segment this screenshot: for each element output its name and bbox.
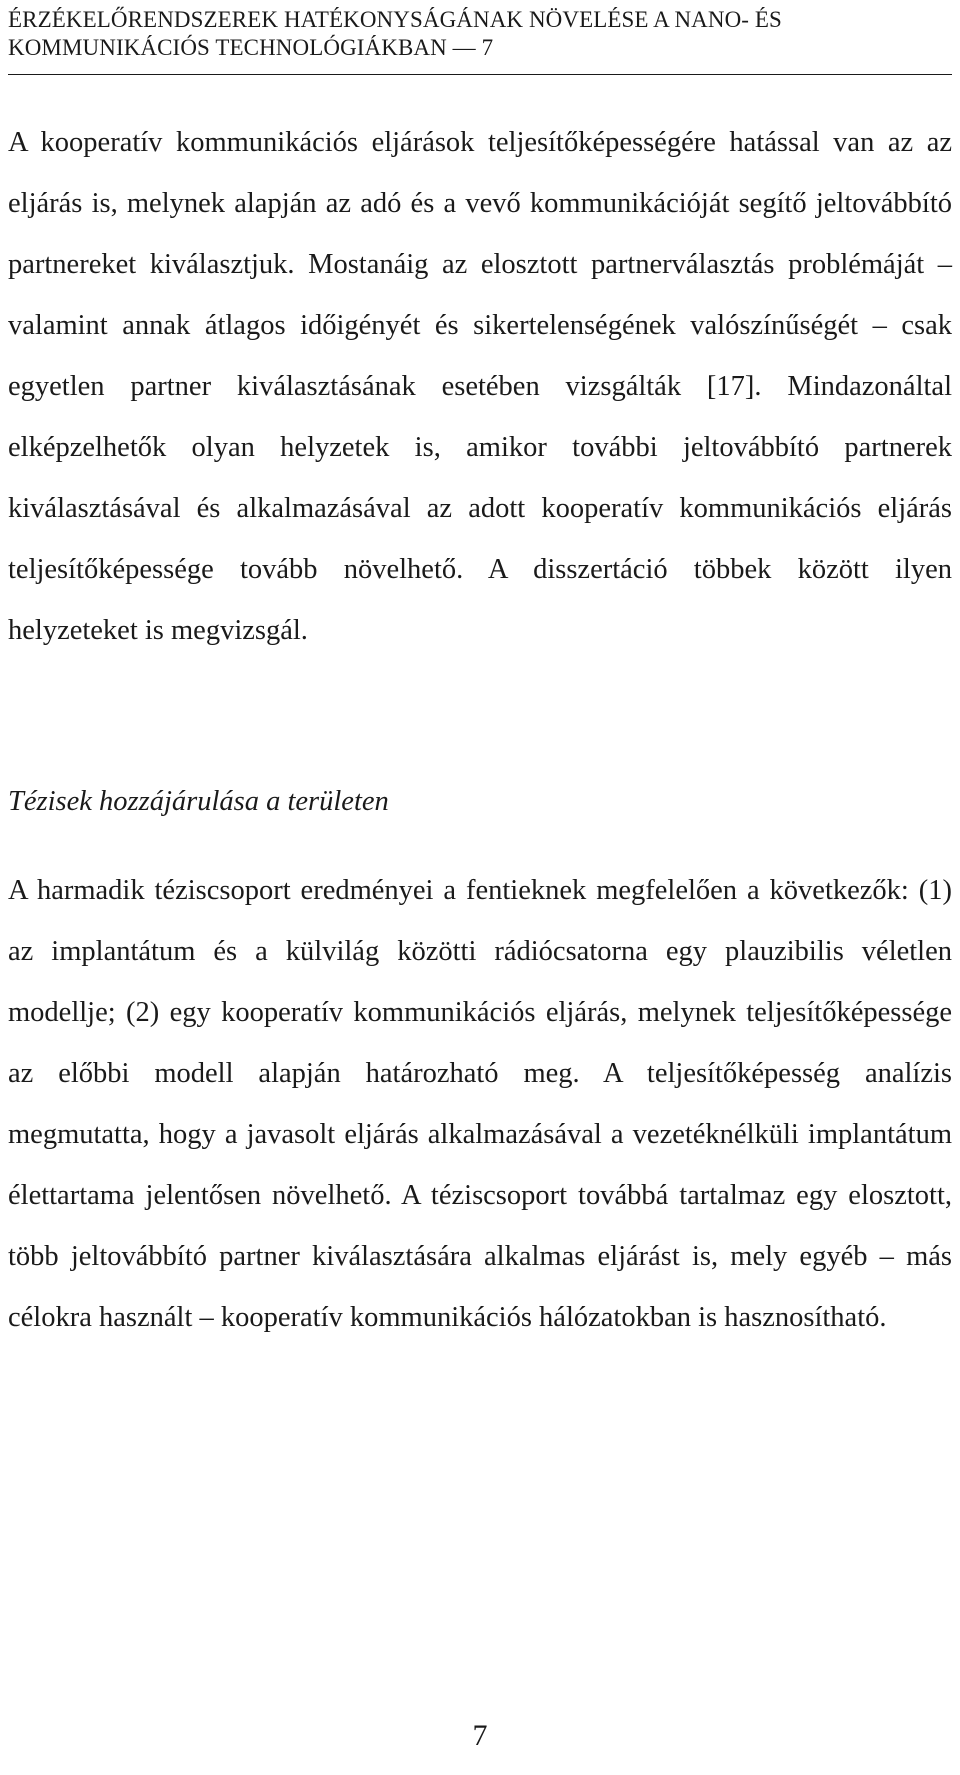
document-page <box>8 0 952 1775</box>
section-subheading: Tézisek hozzájárulása a területen <box>8 786 389 817</box>
header-title-line-2: KOMMUNIKÁCIÓS TECHNOLÓGIÁKBAN — 7 <box>8 35 494 60</box>
header-divider <box>8 74 952 75</box>
body-paragraph-1: A kooperatív kommunikációs eljárások teljesítőképességére hatással van az az eljárás is, melynek alapján az adó és a vevő kommunikációját segítő jeltovábbító partnereket kiválasztjuk. Mostanáig az elosztott partnerválasztás problémáját – valamint annak átlagos időigényét és sikertelenségének valószínűségét – csak egyetlen partner kiválasztásának esetében vizsgálták [17]. Mindazonáltal elképzelhetők olyan helyzetek is, amikor további jeltovábbító partnerek kiválasztásával és alkalmazásával az adott kooperatív kommunikációs eljárás teljesítőképessége tovább növelhető. A disszertáció többek között ilyen helyzeteket is megvizsgál. <box>8 127 952 646</box>
body-paragraph-2: A harmadik téziscsoport eredményei a fentieknek megfelelően a következők: (1) az implantátum és a külvilág közötti rádiócsatorna egy plauzibilis véletlen modellje; (2) egy kooperatív kommunikációs eljárás, melynek teljesítőképessége az előbbi modell alapján határozható meg. A teljesítőképesség analízis megmutatta, hogy a javasolt eljárás alkalmazásával a vezetéknélküli implantátum élettartama jelentősen növelhető. A téziscsoport továbbá tartalmaz egy elosztott, több jeltovábbító partner kiválasztására alkalmas eljárást is, mely egyéb – más célokra használt – kooperatív kommunikációs hálózatokban is hasznosítható. <box>8 875 952 1333</box>
running-header <box>8 6 952 62</box>
page-number: 7 <box>472 1719 488 1752</box>
header-title-line-1: ÉRZÉKELŐRENDSZEREK HATÉKONYSÁGÁNAK NÖVELÉSE A NANO- ÉS <box>8 7 782 32</box>
